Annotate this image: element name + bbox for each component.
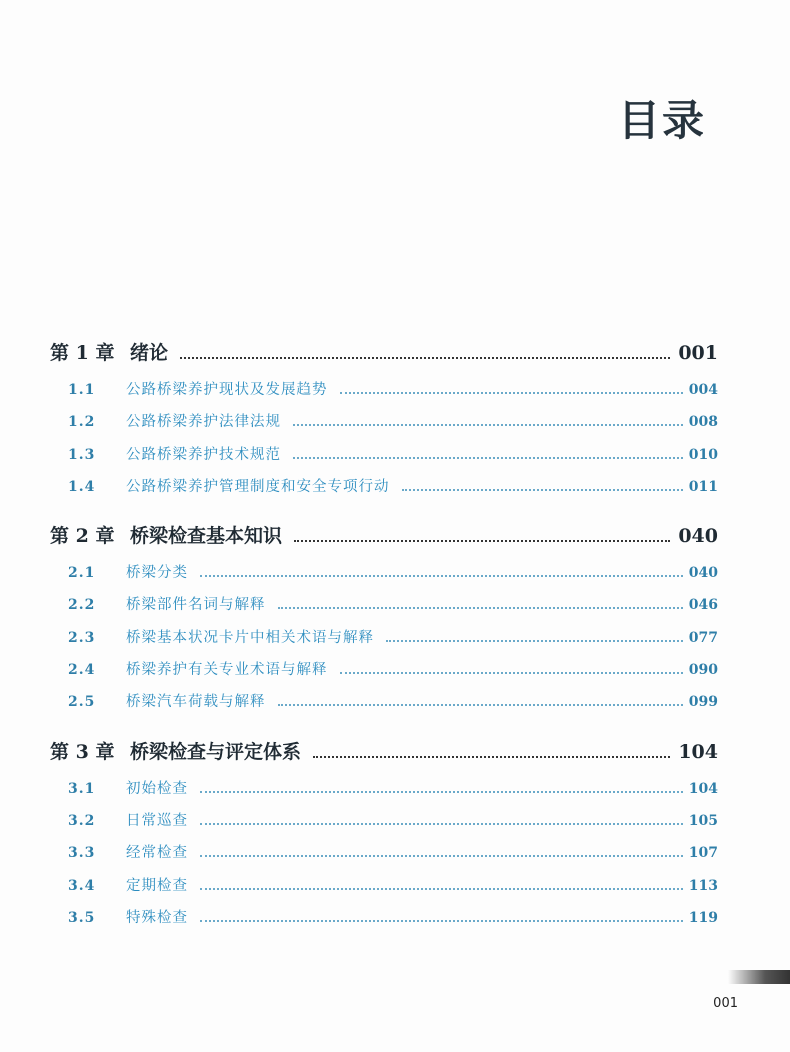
chapter-page: 040 xyxy=(678,525,718,548)
section-entry[interactable] xyxy=(50,690,718,722)
section-entry[interactable] xyxy=(50,809,718,841)
dot-leader xyxy=(180,357,670,359)
folio-decoration-bar xyxy=(728,970,790,984)
section-title: 公路桥梁养护技术规范 xyxy=(126,446,281,463)
chapter-entry-3[interactable] xyxy=(50,737,718,771)
section-list-1 xyxy=(50,378,718,507)
section-page: 008 xyxy=(688,414,718,431)
chapter-title: 桥梁检查基本知识 xyxy=(130,525,283,548)
section-title: 定期检查 xyxy=(126,877,188,894)
dot-leader xyxy=(200,855,683,857)
chapter-number: 第 3 章 xyxy=(50,740,115,763)
chapter-entry-1[interactable] xyxy=(50,338,718,372)
section-number: 3.5 xyxy=(68,909,96,926)
section-entry[interactable] xyxy=(50,410,718,442)
dot-leader xyxy=(200,888,683,890)
chapter-title: 桥梁检查与评定体系 xyxy=(130,740,302,763)
section-title: 公路桥梁养护管理制度和安全专项行动 xyxy=(126,478,390,495)
section-title: 桥梁汽车荷载与解释 xyxy=(126,694,266,711)
section-entry[interactable] xyxy=(50,658,718,690)
chapter-page: 001 xyxy=(678,342,718,364)
section-number: 1.3 xyxy=(68,446,96,463)
dot-leader xyxy=(340,392,683,394)
section-entry[interactable] xyxy=(50,378,718,410)
section-page: 011 xyxy=(688,478,718,495)
section-title: 公路桥梁养护现状及发展趋势 xyxy=(126,382,328,398)
dot-leader xyxy=(200,823,683,825)
section-title: 桥梁养护有关专业术语与解释 xyxy=(126,662,328,679)
section-number: 3.3 xyxy=(68,845,96,862)
section-entry[interactable] xyxy=(50,626,718,658)
section-title: 日常巡查 xyxy=(126,812,188,829)
dot-leader xyxy=(200,920,683,922)
section-page: 040 xyxy=(688,565,718,582)
section-title: 桥梁部件名词与解释 xyxy=(126,597,266,614)
section-title: 经常检查 xyxy=(126,845,188,862)
dot-leader xyxy=(293,424,683,426)
section-number: 3.2 xyxy=(68,812,96,829)
section-page: 099 xyxy=(688,694,718,711)
dot-leader xyxy=(313,756,670,758)
section-title: 公路桥梁养护法律法规 xyxy=(126,414,281,431)
section-page: 107 xyxy=(688,845,718,862)
dot-leader xyxy=(278,607,683,609)
section-page: 077 xyxy=(688,629,718,646)
section-number: 3.4 xyxy=(68,877,96,894)
dot-leader xyxy=(386,640,683,642)
page-title: 目录 xyxy=(617,96,706,145)
dot-leader xyxy=(340,672,683,674)
section-page: 046 xyxy=(688,597,718,614)
section-number: 2.3 xyxy=(68,629,96,646)
section-page: 004 xyxy=(688,382,718,398)
section-entry[interactable] xyxy=(50,841,718,873)
section-number: 1.1 xyxy=(68,382,96,398)
dot-leader xyxy=(293,457,683,459)
section-number: 2.4 xyxy=(68,662,96,679)
section-number: 1.2 xyxy=(68,414,96,431)
section-entry[interactable] xyxy=(50,475,718,507)
section-title: 特殊检查 xyxy=(126,909,188,926)
chapter-title: 绪论 xyxy=(130,342,169,364)
table-of-contents xyxy=(50,338,718,952)
section-number: 2.5 xyxy=(68,694,96,711)
dot-leader xyxy=(200,575,683,577)
section-title: 桥梁分类 xyxy=(126,565,188,582)
section-title: 桥梁基本状况卡片中相关术语与解释 xyxy=(126,629,374,646)
section-number: 3.1 xyxy=(68,780,96,797)
section-entry[interactable] xyxy=(50,561,718,593)
section-list-2 xyxy=(50,561,718,722)
dot-leader xyxy=(278,704,683,706)
section-page: 119 xyxy=(688,909,718,926)
dot-leader xyxy=(200,791,683,793)
section-entry[interactable] xyxy=(50,906,718,938)
chapter-entry-2[interactable] xyxy=(50,521,718,555)
section-list-3 xyxy=(50,777,718,938)
section-page: 090 xyxy=(688,662,718,679)
chapter-page: 104 xyxy=(678,740,718,763)
section-page: 105 xyxy=(688,812,718,829)
section-title: 初始检查 xyxy=(126,780,188,797)
page-number: 001 xyxy=(713,996,738,1011)
section-entry[interactable] xyxy=(50,777,718,809)
section-number: 2.2 xyxy=(68,597,96,614)
section-page: 010 xyxy=(688,446,718,463)
chapter-number: 第 1 章 xyxy=(50,342,115,364)
section-entry[interactable] xyxy=(50,443,718,475)
section-page: 113 xyxy=(688,877,718,894)
section-page: 104 xyxy=(688,780,718,797)
section-entry[interactable] xyxy=(50,593,718,625)
dot-leader xyxy=(294,540,670,542)
section-number: 1.4 xyxy=(68,478,96,495)
section-number: 2.1 xyxy=(68,565,96,582)
section-entry[interactable] xyxy=(50,874,718,906)
chapter-number: 第 2 章 xyxy=(50,525,115,548)
dot-leader xyxy=(402,489,683,491)
